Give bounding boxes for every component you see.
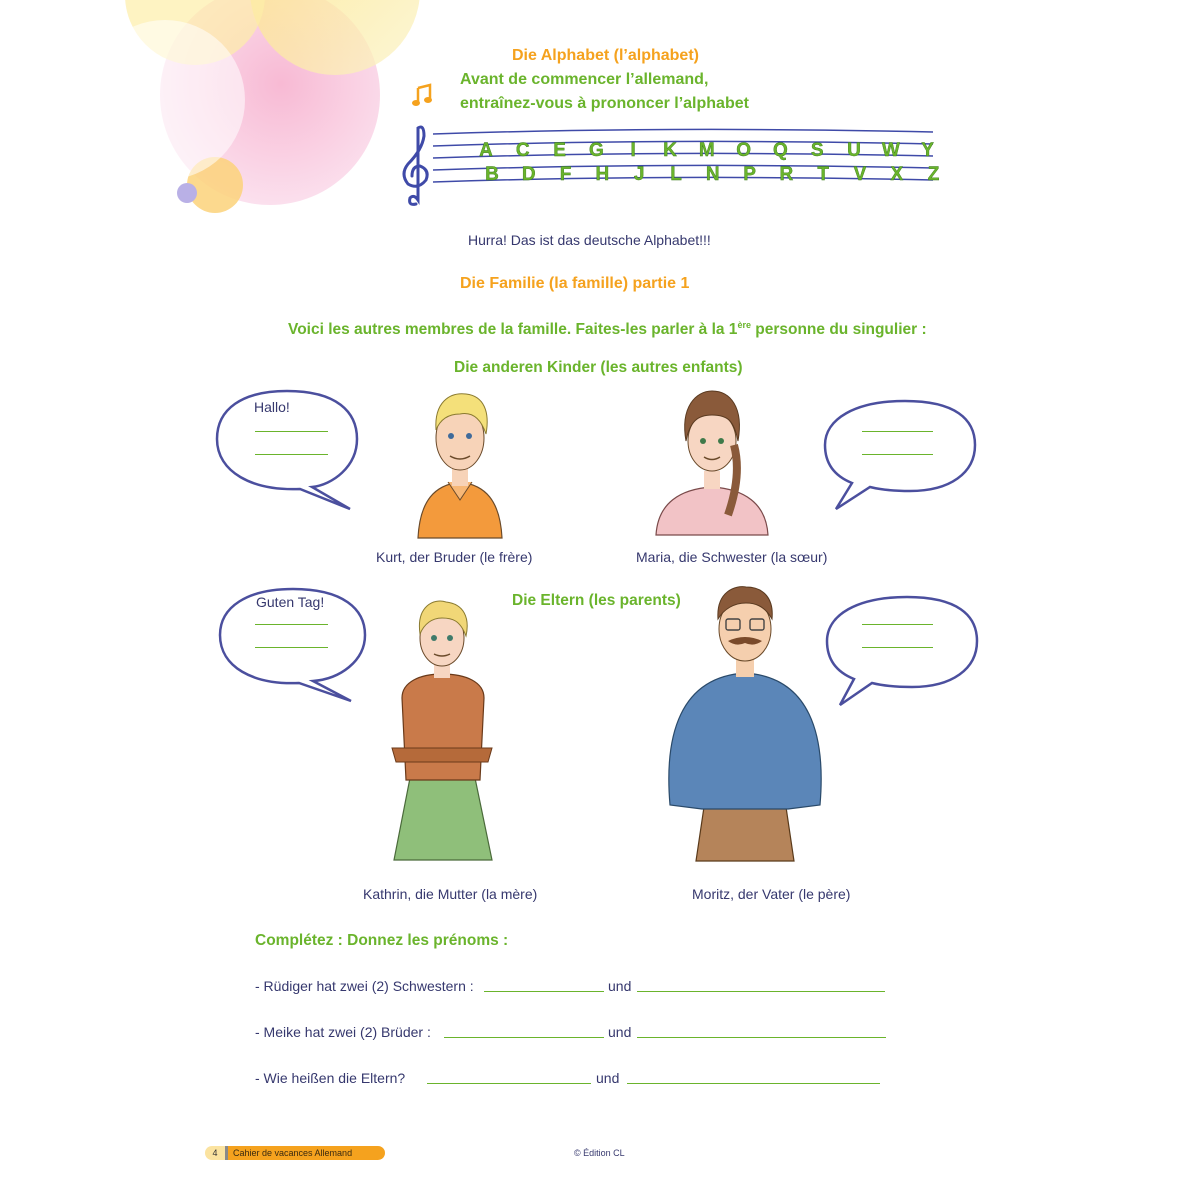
alphabet-bottom-letter-B: B bbox=[485, 164, 499, 185]
answer-line[interactable] bbox=[255, 431, 328, 432]
alphabet-bottom-letter-R: R bbox=[779, 164, 794, 185]
answer-line[interactable] bbox=[862, 624, 933, 625]
hurra-text: Hurra! Das ist das deutsche Alphabet!!! bbox=[468, 232, 711, 248]
question-2: - Meike hat zwei (2) Brüder : bbox=[255, 1024, 431, 1040]
alphabet-top-letter-Q: Q bbox=[773, 140, 788, 161]
alphabet-bottom-letter-Z: Z bbox=[927, 164, 940, 185]
alphabet-bottom-letter-T: T bbox=[817, 164, 830, 185]
decorative-circles bbox=[175, 0, 435, 215]
alphabet-bottom-letter-L: L bbox=[670, 164, 682, 185]
alphabet-top-letter-S: S bbox=[810, 140, 824, 161]
alphabet-top-letter-C: C bbox=[515, 140, 530, 161]
question-1: - Rüdiger hat zwei (2) Schwestern : bbox=[255, 978, 474, 994]
kurt-illustration bbox=[410, 390, 510, 540]
bubble-kurt-text: Hallo! bbox=[254, 399, 290, 415]
alphabet-bottom-letter-X: X bbox=[890, 164, 904, 185]
speech-bubble-moritz bbox=[822, 593, 982, 713]
alphabet-top-letter-G: G bbox=[589, 140, 604, 161]
alphabet-top-letter-I: I bbox=[630, 140, 636, 161]
treble-clef-icon bbox=[404, 127, 427, 204]
alphabet-bottom-letter-F: F bbox=[559, 164, 572, 185]
instruction-after: personne du singulier : bbox=[750, 321, 927, 339]
page-number: 4 bbox=[205, 1146, 225, 1160]
alphabet-top-letter-A: A bbox=[479, 140, 493, 161]
intro-line-2: entraînez-vous à prononcer l’alphabet bbox=[460, 95, 749, 112]
book-title: Cahier de vacances Allemand bbox=[228, 1146, 385, 1160]
copyright: © Édition CL bbox=[574, 1148, 625, 1158]
music-note-icon bbox=[412, 84, 434, 108]
alphabet-bottom-letter-H: H bbox=[595, 164, 610, 185]
alphabet-top-letter-W: W bbox=[881, 140, 900, 161]
und-label: und bbox=[596, 1070, 620, 1086]
alphabet-top-letter-K: K bbox=[663, 140, 677, 161]
alphabet-intro bbox=[460, 68, 749, 116]
alphabet-bottom-letter-J: J bbox=[633, 164, 645, 185]
bubble-kathrin-text: Guten Tag! bbox=[256, 594, 325, 610]
answer-line[interactable] bbox=[255, 624, 328, 625]
answer-line[interactable] bbox=[862, 647, 933, 648]
caption-maria: Maria, die Schwester (la sœur) bbox=[636, 549, 828, 565]
und-label: und bbox=[608, 978, 632, 994]
alphabet-bottom-letter-P: P bbox=[743, 164, 756, 185]
kathrin-illustration bbox=[380, 598, 505, 873]
speech-bubble-maria bbox=[820, 397, 980, 517]
moritz-illustration bbox=[660, 585, 830, 870]
answer-line[interactable] bbox=[627, 1083, 880, 1084]
eltern-title: Die Eltern (les parents) bbox=[512, 592, 681, 609]
und-label: und bbox=[608, 1024, 632, 1040]
question-3: - Wie heißen die Eltern? bbox=[255, 1070, 406, 1086]
answer-line[interactable] bbox=[427, 1083, 591, 1084]
alphabet-top-letter-O: O bbox=[736, 140, 751, 161]
alphabet-bottom-letter-V: V bbox=[853, 164, 867, 185]
intro-line-1: Avant de commencer l’allemand, bbox=[460, 71, 709, 88]
maria-illustration bbox=[650, 385, 775, 540]
answer-line[interactable] bbox=[862, 431, 933, 432]
answer-line[interactable] bbox=[637, 1037, 886, 1038]
kinder-title: Die anderen Kinder (les autres enfants) bbox=[454, 359, 743, 376]
instruction-text bbox=[288, 320, 927, 339]
exercise-title: Complétez : Donnez les prénoms : bbox=[255, 932, 509, 949]
alphabet-top-letter-Y: Y bbox=[921, 140, 934, 161]
alphabet-top-letter-U: U bbox=[847, 140, 861, 161]
answer-line[interactable] bbox=[862, 454, 933, 455]
alphabet-bottom-letter-D: D bbox=[521, 164, 536, 185]
caption-moritz: Moritz, der Vater (le père) bbox=[692, 886, 851, 902]
alphabet-staff bbox=[398, 124, 938, 214]
family-title: Die Familie (la famille) partie 1 bbox=[460, 275, 690, 292]
alphabet-top-letter-M: M bbox=[698, 140, 715, 161]
instruction-sup: ère bbox=[737, 320, 751, 330]
alphabet-title: Die Alphabet (l’alphabet) bbox=[512, 47, 699, 64]
alphabet-bottom-letter-N: N bbox=[705, 164, 720, 185]
answer-line[interactable] bbox=[255, 647, 328, 648]
answer-line[interactable] bbox=[484, 991, 604, 992]
caption-kurt: Kurt, der Bruder (le frère) bbox=[376, 549, 533, 565]
footer-tab bbox=[205, 1146, 385, 1160]
caption-kathrin: Kathrin, die Mutter (la mère) bbox=[363, 886, 538, 902]
answer-line[interactable] bbox=[444, 1037, 604, 1038]
alphabet-top-letter-E: E bbox=[553, 140, 566, 161]
answer-line[interactable] bbox=[255, 454, 328, 455]
answer-line[interactable] bbox=[637, 991, 885, 992]
instruction-before: Voici les autres membres de la famille. Faites-les parler à la 1 bbox=[288, 321, 738, 339]
